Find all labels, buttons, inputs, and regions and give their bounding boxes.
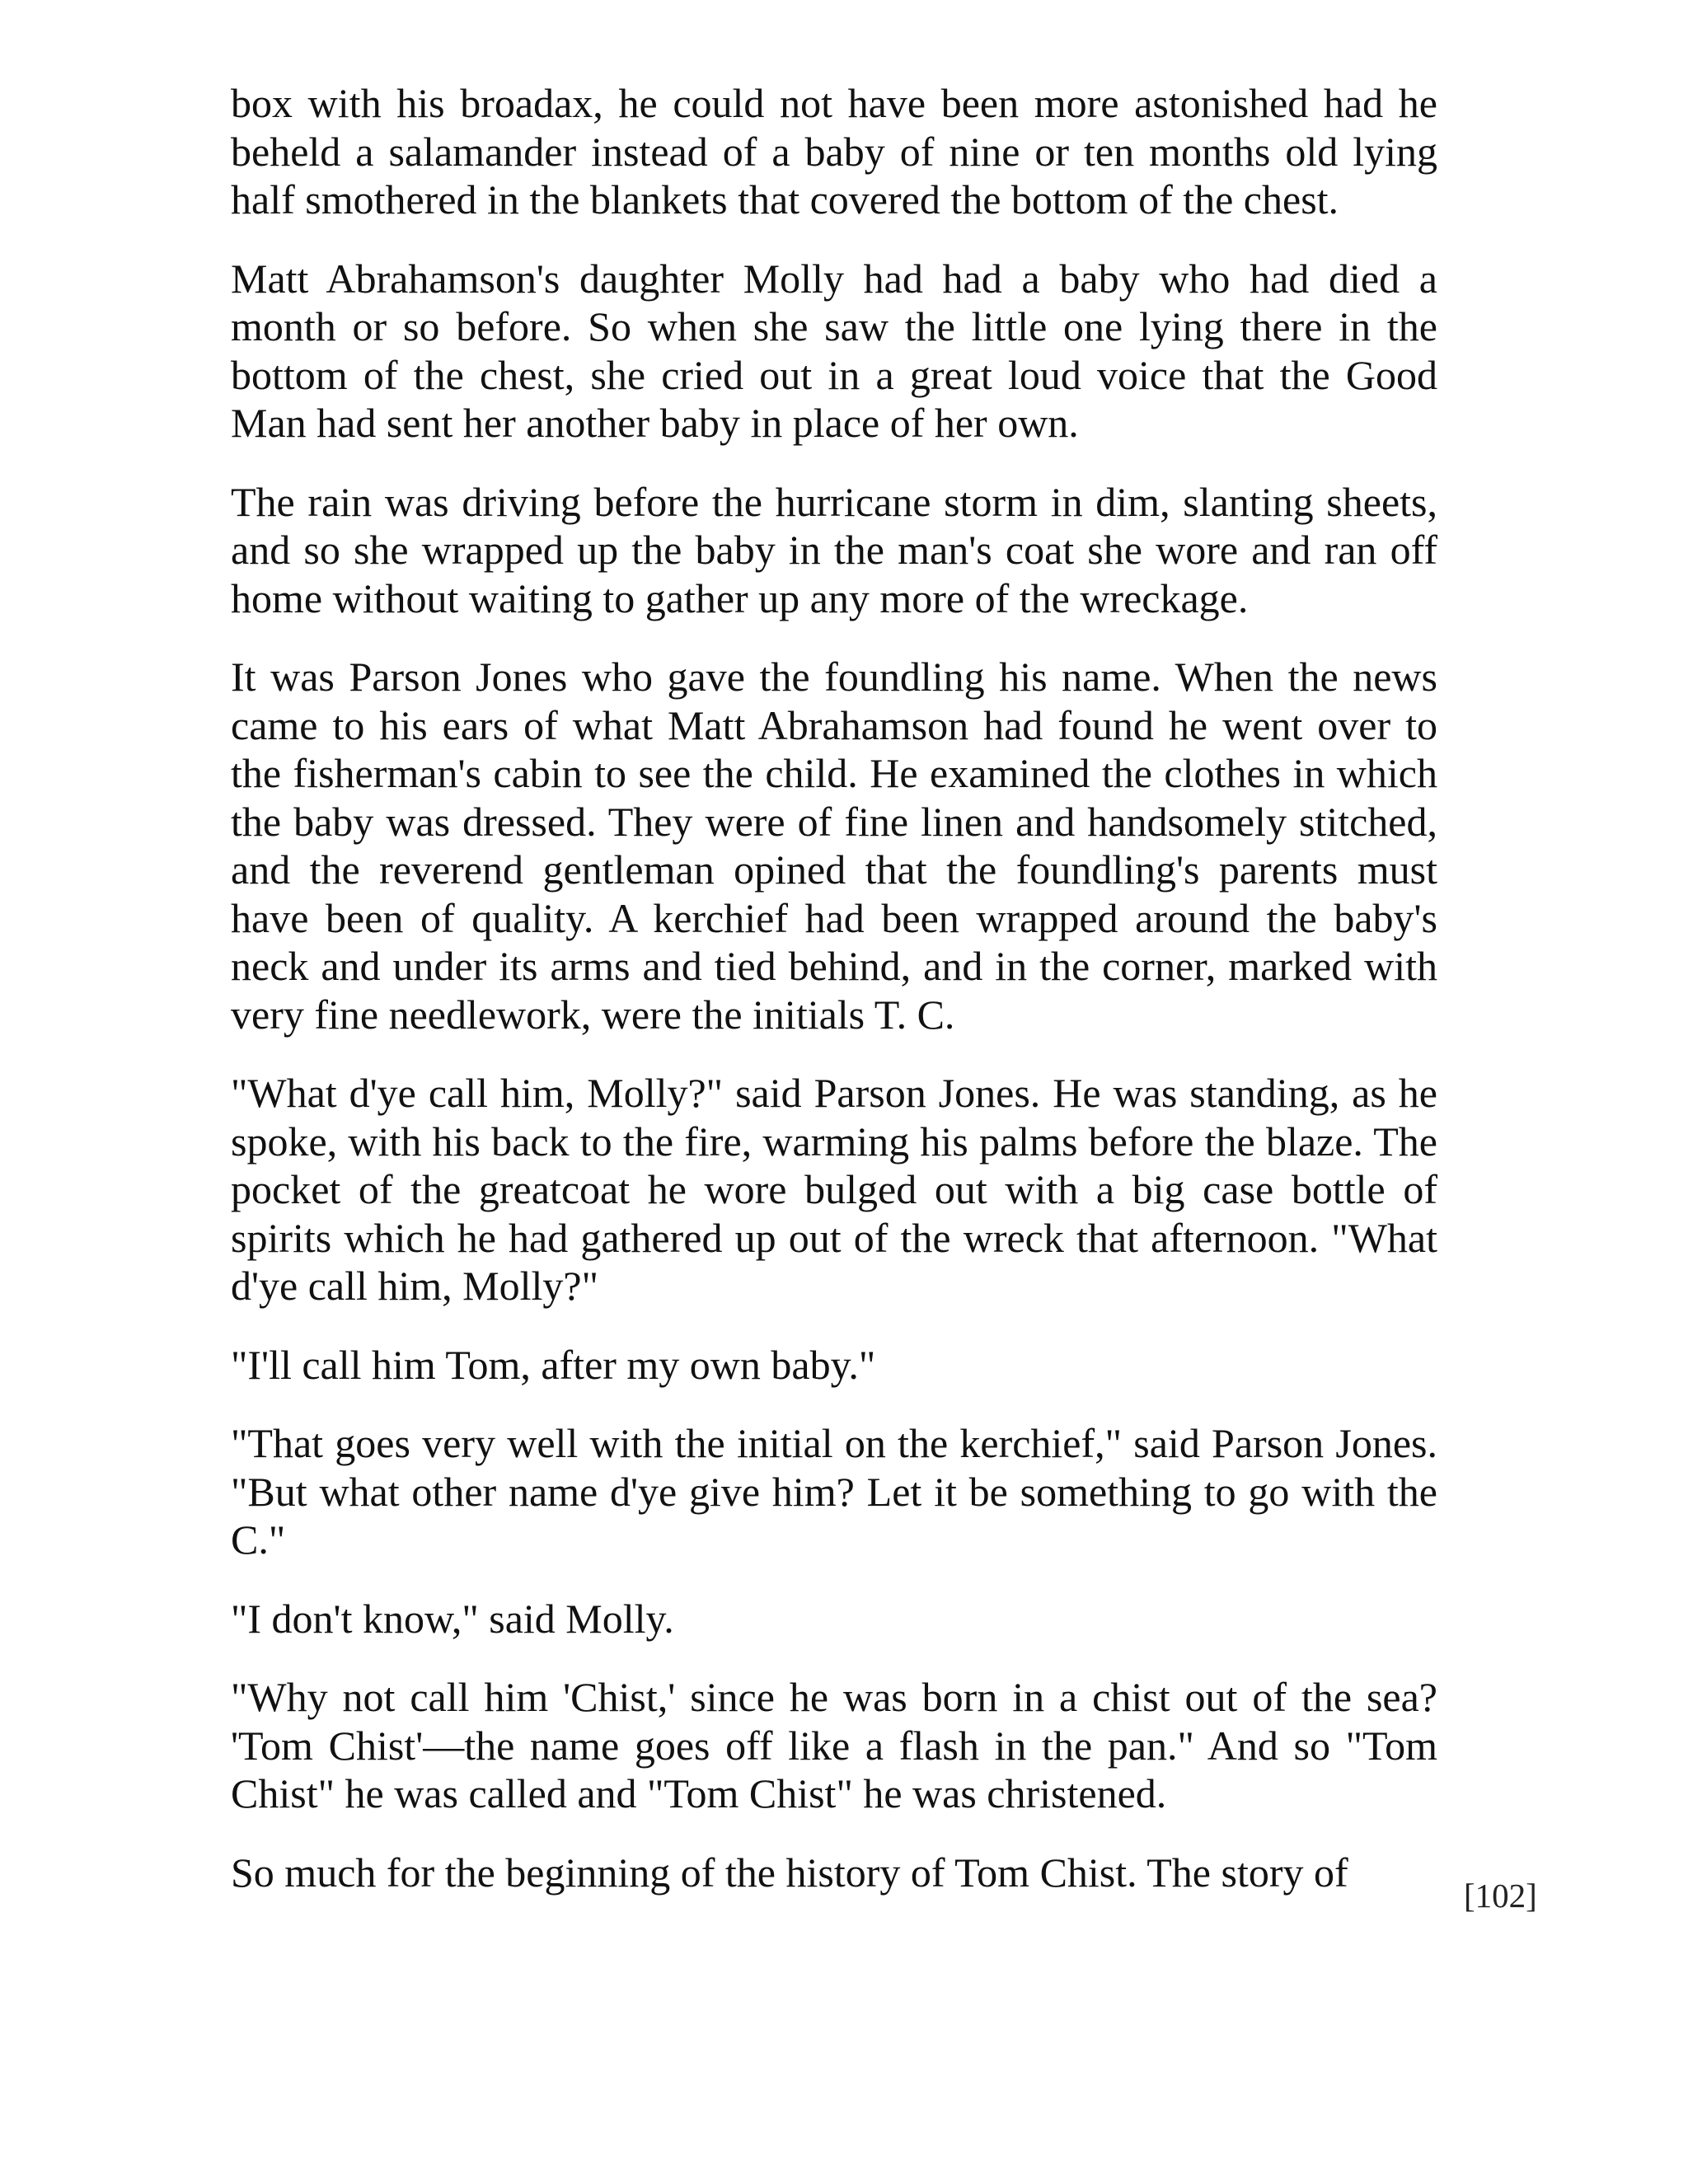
paragraph: The rain was driving before the hurricane storm in dim, slanting sheets, and so she wrapped up the baby in the man's coat she wore and ran off home without waiting to gather up any more of the wreckage. (231, 478, 1437, 621)
page-number: [102] (1464, 1877, 1537, 1915)
paragraph: "I'll call him Tom, after my own baby." (231, 1341, 876, 1388)
paragraph: "What d'ye call him, Molly?" said Parson Jones. He was standing, as he spoke, with his back to the fire, warming his palms before the blaze. The pocket of the greatcoat he wore bulged out with a big case bottle of spirits which he had gathered up out of the wreck that afternoon. "What d'ye call him, Molly?" (231, 1070, 1437, 1309)
paragraph: "Why not call him 'Chist,' since he was born in a chist out of the sea? 'Tom Chist'—the name goes off like a flash in the pan." And so "Tom Chist" he was called and "Tom Chist" he was christened. (231, 1674, 1437, 1816)
paragraph: "That goes very well with the initial on the kerchief," said Parson Jones. "But what other name d'ye give him? Let it be something to go with the C." (231, 1420, 1437, 1563)
paragraph: Matt Abrahamson's daughter Molly had had a baby who had died a month or so before. So when she saw the little one lying there in the bottom of the chest, she cried out in a great loud voice that the Good Man had sent her another baby in place of her own. (231, 255, 1437, 446)
paragraph: "I don't know," said Molly. (231, 1595, 674, 1642)
paragraph: It was Parson Jones who gave the foundling his name. When the news came to his ears of what Matt Abrahamson had found he went over to the fisherman's cabin to see the child. He examined the clothes in which the baby was dressed. They were of fine linen and handsomely stitched, and the reverend gentleman opined that the foundling's parents must have been of quality. A kerchief had been wrapped around the baby's neck and under its arms and tied behind, and in the corner, marked with very fine needlework, were the initials T. C. (231, 654, 1437, 1038)
page-body (231, 79, 1437, 1927)
paragraph: box with his broadax, he could not have been more astonished had he beheld a salamander instead of a baby of nine or ten months old lying half smothered in the blankets that covered the bottom of the chest. (231, 80, 1437, 223)
paragraph: So much for the beginning of the history of Tom Chist. The story of (231, 1849, 1348, 1896)
